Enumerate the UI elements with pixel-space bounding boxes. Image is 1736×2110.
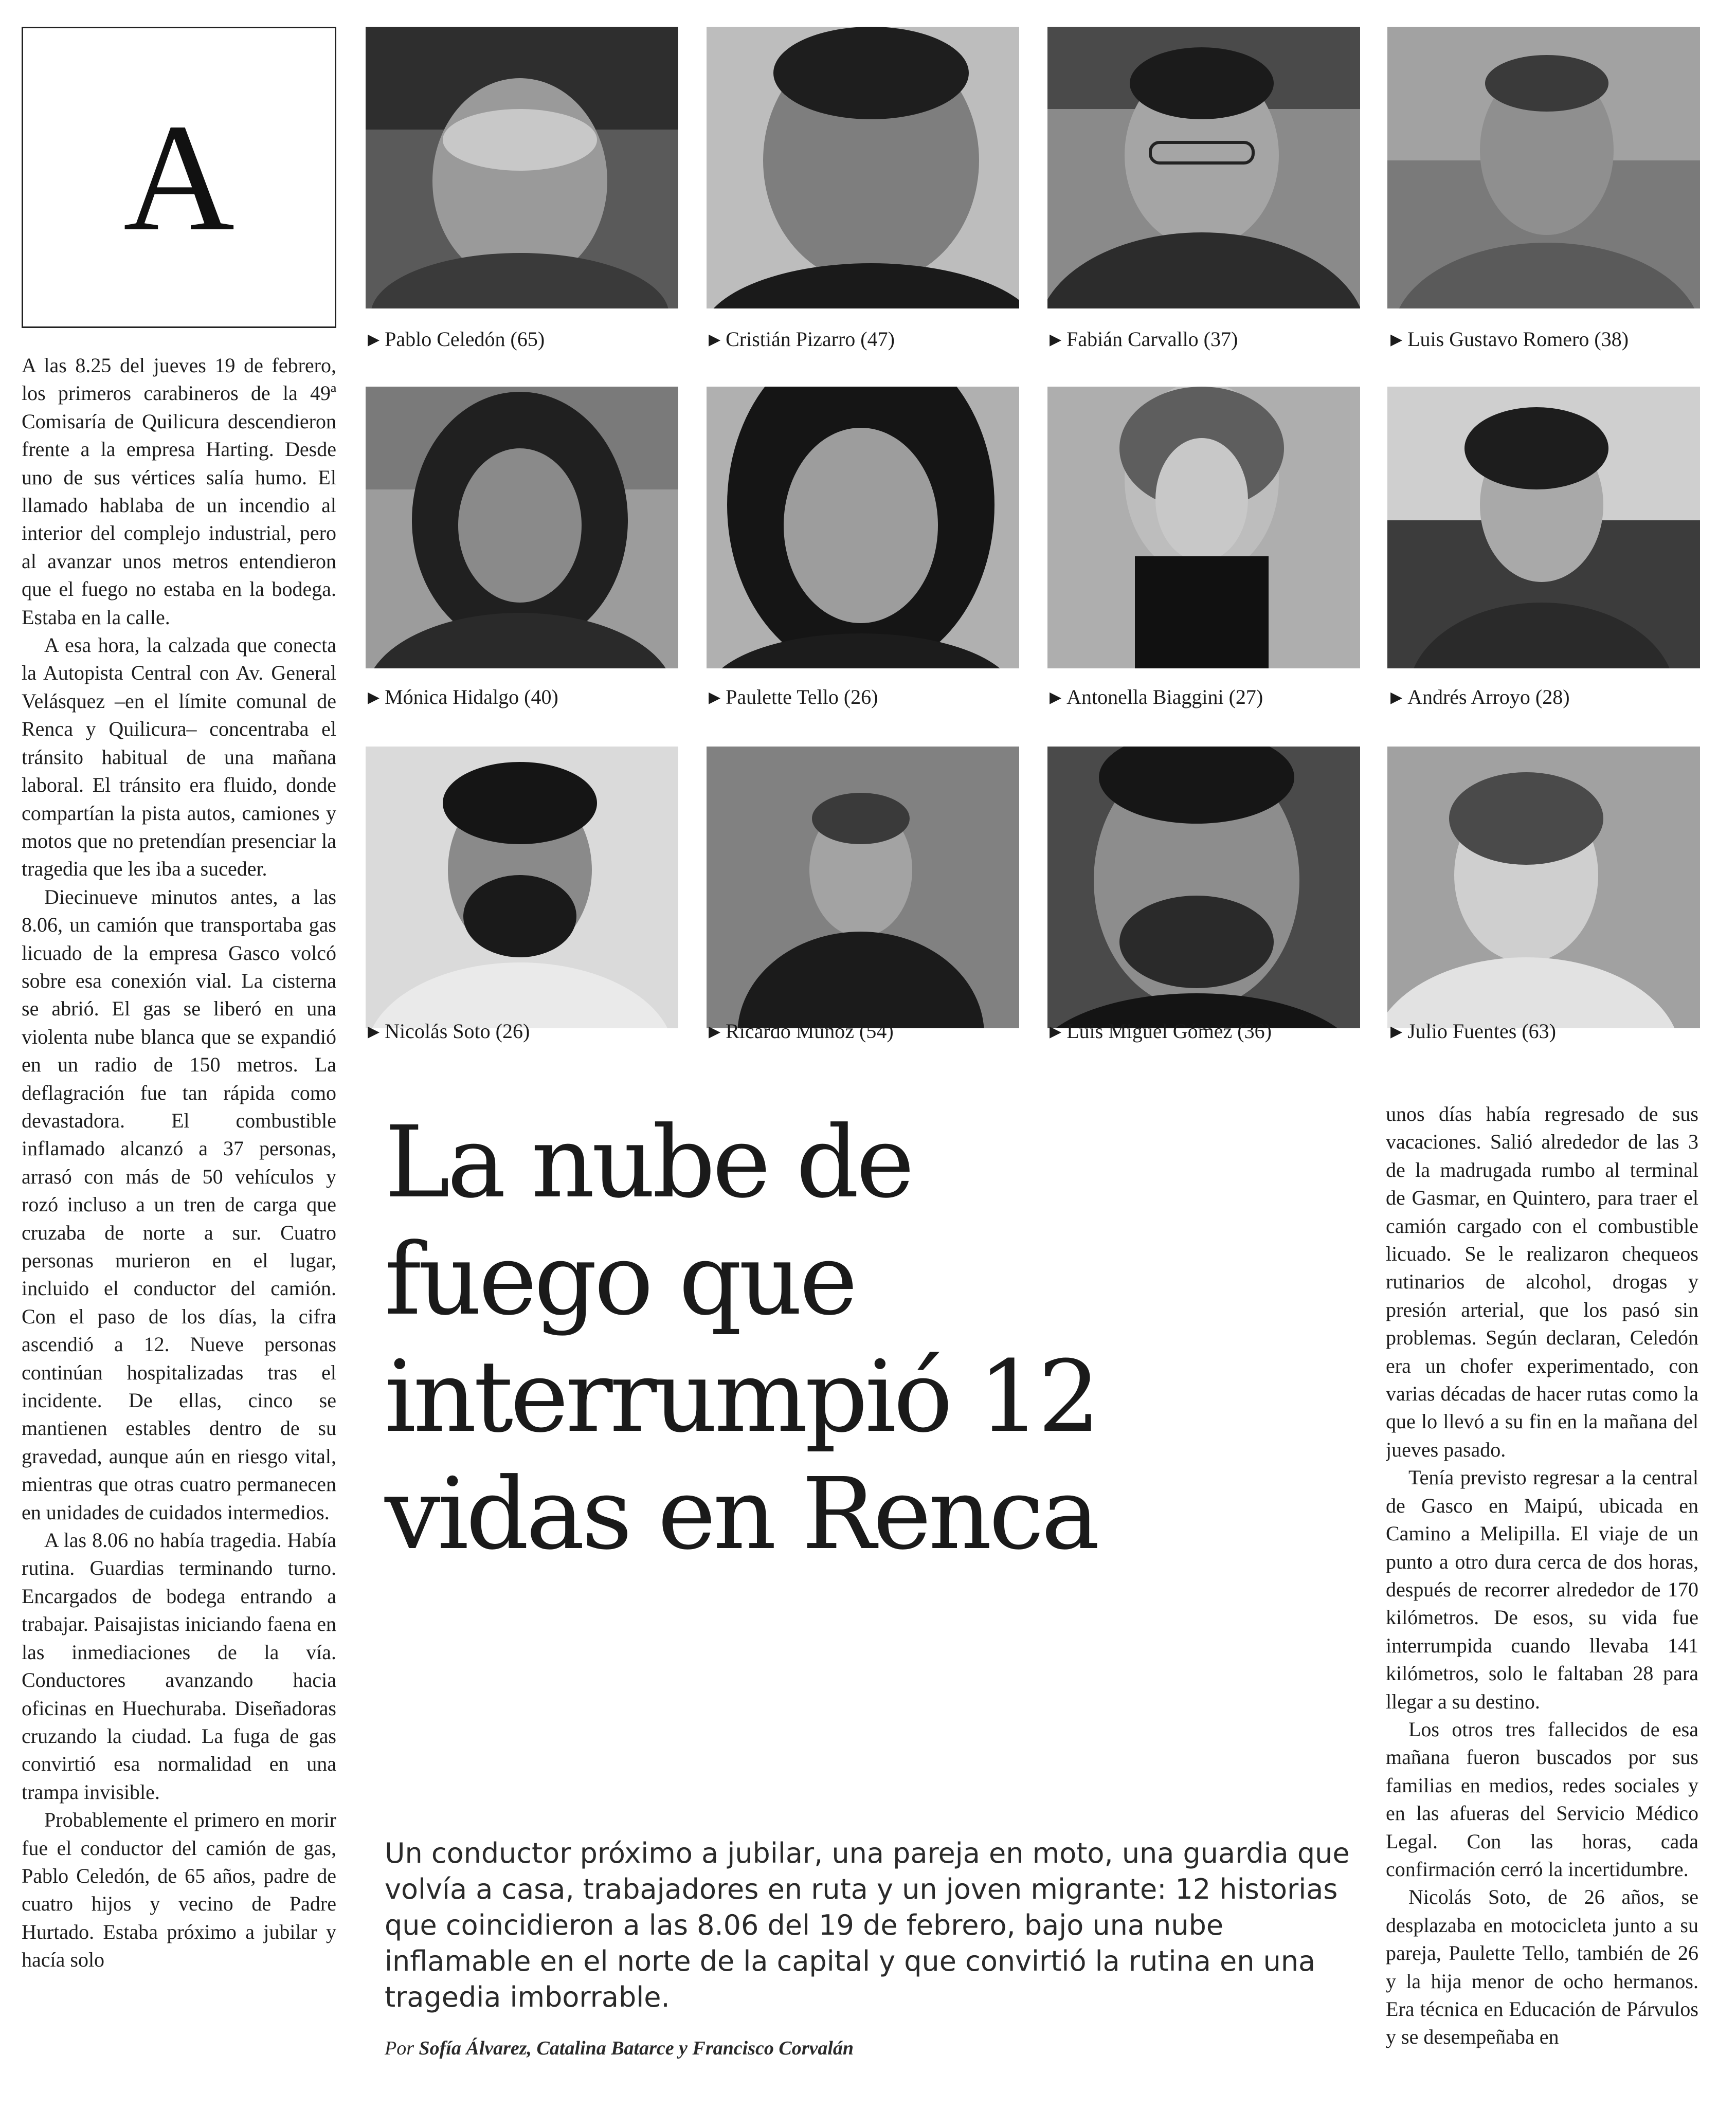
deck-subheading: Un conductor próximo a jubilar, una pareja en moto, una guardia que volvía a casa, trabajadores en ruta y un joven migrante: 12 historias que coincidieron a las 8.06 del 19 de febrero, bajo una nube inflamable en el norte de la capital y que convirtió la rutina en una tragedia imborrable. [385,1837,1350,2013]
caption: ▶ Cristián Pizarro (47) [709,328,895,351]
photo-fabian-carvallo [1047,27,1360,308]
photo-monica-hidalgo [366,387,678,668]
paragraph: unos días había regresado de sus vacaciones. Salió alrededor de las 3 de la madrugada rumbo al terminal de Gasmar, en Quintero, para traer el camión cargado con el combustible licuado. Se le realizaron chequeos rutinarios de alcohol, drogas y presión arterial, que los pasó sin problemas. Según declaran, Celedón era un chofer experimentado, con varias décadas de hacer rutas como la que lo llevó a su fin en la mañana del jueves pasado. [1386,1102,1698,1461]
paragraph: A esa hora, la calzada que conecta la Autopista Central con Av. General Velásquez –en el límite comunal de Renca y Quilicura– concentraba el tránsito habitual de una mañana laboral. El tránsito era fluido, donde compartían la pista autos, camiones y motos que no pretendían presenciar la tragedia que les iba a suceder. [22,633,336,881]
caption: ▶ Antonella Biaggini (27) [1050,685,1263,708]
photo-julio-fuentes [1387,747,1700,1028]
caption-arrow-icon: ▶ [1390,689,1403,706]
caption-arrow-icon: ▶ [368,331,380,348]
byline-authors: Sofía Álvarez, Catalina Batarce y Francisco Corvalán [419,2038,854,2059]
caption-arrow-icon: ▶ [1050,331,1062,348]
paragraph: Los otros tres fallecidos de esa mañana fueron buscados por sus familias en medios, redes sociales y en las afueras del Servicio Médico Legal. Con las horas, cada confirmación cerró la incertidumbre. [1386,1717,1698,1881]
dropcap-box [22,27,336,328]
paragraph: A las 8.25 del jueves 19 de febrero, los primeros carabineros de la 49ª Comisaría de Quilicura descendieron frente a la empresa Harting. Desde uno de sus vértices salía humo. El llamado hablaba de un incendio al interior del complejo industrial, pero al avanzar unos metros entendieron que el fuego no estaba en la bodega. Estaba en la calle. [22,354,336,629]
paragraph: Probablemente el primero en morir fue el conductor del camión de gas, Pablo Celedón, de 65 años, padre de cuatro hijos y vecino de Padre Hurtado. Estaba próximo a jubilar y hacía solo [22,1808,336,1972]
paragraph: Diecinueve minutos antes, a las 8.06, un camión que transportaba gas licuado de la empresa Gasco volcó sobre esa conexión vial. La cisterna se abrió. El gas se liberó en una violenta nube blanca que se expandió en un radio de 150 metros. La deflagración fue tan rápida como devastadora. El combustible inflamado alcanzó a 37 personas, arrasó con más de 50 vehículos y rozó incluso a un tren de carga que cruzaba de norte a sur. Cuatro personas murieron en el lugar, incluido el conductor del camión. Con el paso de los días, la cifra ascendió a 12. Nueve personas continúan hospitalizadas tras el incidente. De ellas, cinco se mantienen estables dentro de su gravedad, aunque aún en riesgo vital, mientras que otras cuatro permanecen en unidades de cuidados intermedios. [22,885,336,1524]
caption-arrow-icon: ▶ [709,331,721,348]
photo-pablo-celedon [366,27,678,308]
photo-ricardo-munoz [707,747,1019,1028]
paragraph: Tenía previsto regresar a la central de Gasco en Maipú, ubicada en Camino a Melipilla. El viaje de un punto a otro dura cerca de dos horas, después de recorrer alrededor de 170 kilómetros. De esos, su vida fue interrumpida cuando llevaba 141 kilómetros, solo le faltaban 28 para llegar a su destino. [1386,1466,1698,1713]
caption: ▶ Nicolás Soto (26) [368,1020,530,1043]
caption: ▶ Ricardo Muñoz (54) [709,1020,894,1043]
photo-andres-arroyo [1387,387,1700,668]
caption-arrow-icon: ▶ [709,1023,721,1040]
article-column-right [1386,1100,1698,2093]
caption-arrow-icon: ▶ [1050,689,1062,706]
caption: ▶ Andrés Arroyo (28) [1390,685,1570,708]
headline-line: La nube de [385,1105,912,1220]
photo-luis-gustavo-romero [1387,27,1700,308]
article-column-left [22,352,336,2089]
paragraph: Nicolás Soto, de 26 años, se desplazaba en motocicleta junto a su pareja, Paulette Tello, también de 26 y la hija menor de ocho hermanos. Era técnica en Educación de Párvulos y se desempeñaba en [1386,1885,1698,2049]
caption: ▶ Paulette Tello (26) [709,685,878,708]
paragraph: A las 8.06 no había tragedia. Había rutina. Guardias terminando turno. Encargados de bodega entrando a trabajar. Paisajistas iniciando faena en las inmediaciones de la vía. Conductores avanzando hacia oficinas en Huechuraba. Diseñadoras cruzando la ciudad. La fuga de gas convirtió esa normalidad en una trampa invisible. [22,1529,336,1804]
caption: ▶ Fabián Carvallo (37) [1050,328,1238,351]
caption-arrow-icon: ▶ [368,1023,380,1040]
byline [385,2037,1362,2060]
headline [385,1104,1362,1573]
caption-arrow-icon: ▶ [1050,1023,1062,1040]
dropcap-letter: A [123,92,235,263]
caption-arrow-icon: ▶ [368,689,380,706]
caption: ▶ Mónica Hidalgo (40) [368,685,558,708]
headline-line: interrumpió 12 [385,1340,1098,1454]
byline-prefix: Por [385,2038,414,2059]
caption: ▶ Pablo Celedón (65) [368,328,545,351]
caption: ▶ Julio Fuentes (63) [1390,1020,1556,1043]
photo-luis-miguel-gomez [1047,747,1360,1028]
photo-antonella-biaggini [1047,387,1360,668]
photo-paulette-tello [707,387,1019,668]
headline-line: fuego que [385,1223,855,1337]
caption-arrow-icon: ▶ [709,689,721,706]
caption: ▶ Luis Gustavo Romero (38) [1390,328,1629,351]
caption: ▶ Luis Miguel Gómez (36) [1050,1020,1272,1043]
caption-arrow-icon: ▶ [1390,1023,1403,1040]
caption-arrow-icon: ▶ [1390,331,1403,348]
photo-cristian-pizarro [707,27,1019,308]
headline-line: vidas en Renca [385,1457,1097,1572]
photo-nicolas-soto [366,747,678,1028]
